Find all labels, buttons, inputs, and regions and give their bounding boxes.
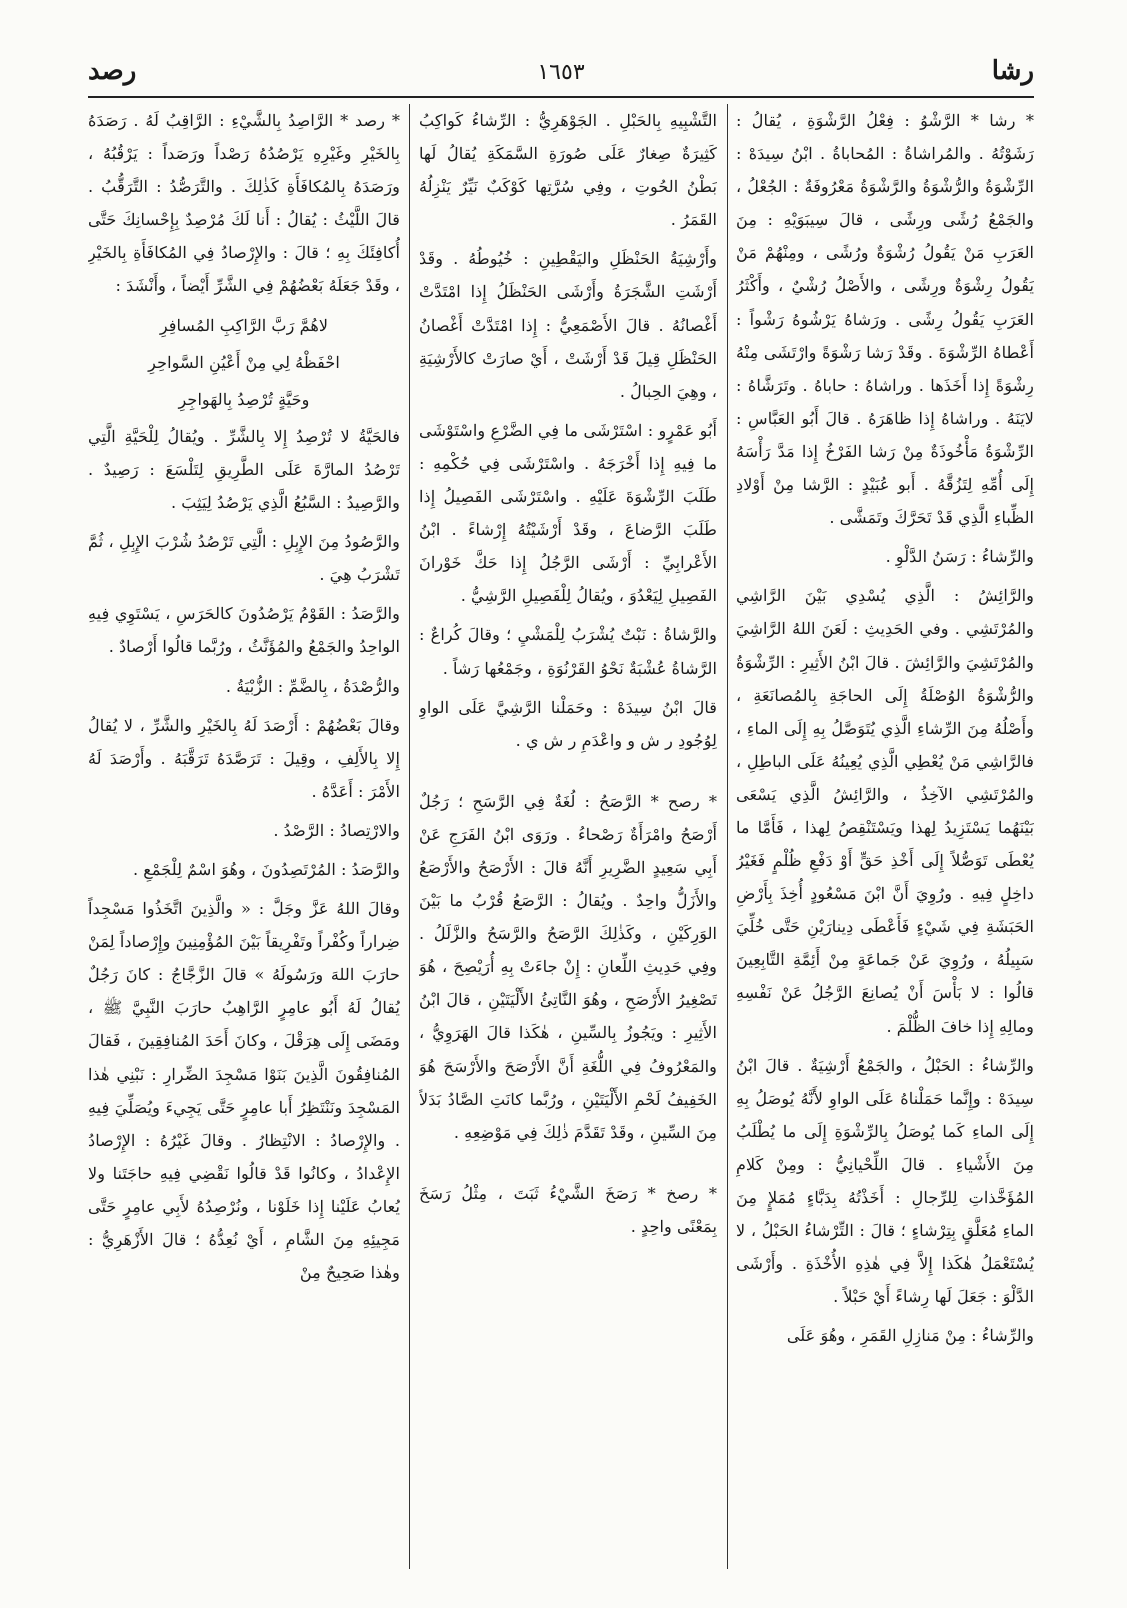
right-column — [736, 104, 1034, 1574]
paragraph: والرَّصَدُ : القَوْمُ يَرْصُدُونَ كالحَرَسِ ، يَسْتَوِي فِيهِ الواحِدُ والجَمْعُ والمُؤَنَّثُ ، ورُبَّما قالُوا أَرْصادٌ . — [88, 604, 400, 657]
verse-line: احْفَظْهُ لِي مِنْ أَعْيُنِ السَّواحِرِ — [148, 352, 340, 372]
middle-column — [419, 104, 717, 1574]
entry-gap — [419, 763, 717, 785]
paragraph: والرِّشاءُ : مِنْ مَنازِلِ القَمَرِ ، وهُوَ عَلَى — [786, 1326, 1034, 1346]
paragraph: وقالَ بَعْضُهُمْ : أَرْصَدَ لَهُ بِالخَيْرِ والشَّرِّ ، لا يُقالُ إِلا بِالأَلِفِ ، وقِيلَ : تَرَصَّدَهُ تَرَقَّبَهُ . وأَرْصَدَ لَهُ الأَمْرَ : أَعَدَّهُ . — [88, 715, 400, 801]
paragraph: والرِّشاءُ : الحَبْلُ ، والجَمْعُ أَرْشِيَةٌ . قالَ ابْنُ سِيدَهْ : وإِنَّما حَمَلْناهُ عَلَى الواوِ لأَنَّهُ يُوصَلُ بِهِ إِلَى الماءِ كَما يُوصَلُ بِالرِّشْوَةِ إِلَى ما يُطْلَبُ مِنَ الأَشْياءِ . قالَ اللِّحْيانِيُّ : ومِنْ كَلامِ المُؤَخَّذاتِ لِلرِّجالِ : أَخَذْتُهُ بِدَبَّاءٍ مُمَلإٍ مِنَ الماءِ مُعَلَّقٍ بِتِرْشاءٍ ؛ قالَ : التِّرْشاءُ الحَبْلُ ، لا يُسْتَعْمَلُ هٰكَذا إِلاَّ فِي هٰذِهِ الأُخْذَةِ . وأَرْشَى الدَّلْوَ : جَعَلَ لَها رِشاءً أَيْ حَبْلاً . — [736, 1055, 1034, 1307]
paragraph: والرَّصَدُ : المُرْتَصِدُونَ ، وهُوَ اسْمٌ لِلْجَمْعِ . — [133, 859, 400, 879]
entry-rasah: * رصح * الرَّصَحُ : لُغَةٌ فِي الرَّسَحِ ؛ رَجُلٌ أَرْصَحُ وامْرَأَةٌ رَصْحاءُ . ورَوَى ابْنُ الفَرَجِ عَنْ أَبِي سَعِيدٍ الضَّرِيرِ أَنَّهُ قالَ : الأَرْصَحُ والأَرْصَعُ والأَزَلُّ واحِدٌ . ويُقالُ : الرَّصَعُ قُرْبُ ما بَيْنَ الوَرِكَيْنِ ، وكَذٰلِكَ الرَّصَحُ والرَّسَحُ والزَّلَلُ . وفِي حَدِيثِ اللِّعانِ : إِنْ جاءَتْ بِهِ أُرَيْصِحَ ، هُوَ تَصْغِيرُ الأَرْصَحِ ، وهُوَ النَّاتِئُ الأَلْيَتَيْنِ ، قالَ ابْنُ الأَثِيرِ : ويَجُوزُ بِالسِّينِ ، هٰكَذا قالَ الهَرَوِيُّ ، والمَعْرُوفُ فِي اللُّغَةِ أَنَّ الأَرْصَحَ والأَرْسَحَ هُوَ الخَفِيفُ لَحْمِ الأَلْيَتَيْنِ ، ورُبَّما كانَتِ الصَّادُ بَدَلاً مِنَ السِّينِ ، وقَدْ تَقَدَّمَ ذٰلِكَ فِي مَوْضِعِهِ . — [419, 791, 717, 1142]
paragraph: والرِّشاءُ : رَسَنُ الدَّلْوِ . — [885, 547, 1034, 567]
paragraph: قالَ ابْنُ سِيدَهْ : وحَمَلْنا الرَّشِيَّ عَلَى الواوِ لِوُجُودِ ر ش و واعْدَمِ ر ش ي . — [419, 697, 717, 750]
paragraph: وقالَ اللهُ عَزَّ وجَلَّ : « والَّذِينَ اتَّخَذُوا مَسْجِداً ضِراراً وكُفْراً وتَفْرِيقاً بَيْنَ المُؤْمِنِينَ وإِرْصاداً لِمَنْ حارَبَ اللهَ ورَسُولَهُ » قالَ الزَّجَّاجُ : كانَ رَجُلٌ يُقالُ لَهُ أَبُو عامِرٍ الرَّاهِبُ حارَبَ النَّبِيَّ ﷺ ، ومَضَى إِلَى هِرَقْلَ ، وكانَ أَحَدَ المُنافِقِينَ ، فَقالَ المُنافِقُونَ الَّذِينَ بَنَوْا مَسْجِدَ الضِّرارِ : نَبْنِي هٰذا المَسْجِدَ ونَنْتَظِرُ أَبا عامِرٍ حَتَّى يَجِيءَ ويُصَلِّيَ فِيهِ . والإِرْصادُ : الانْتِظارُ . وقالَ غَيْرُهُ : الإِرْصادُ الإِعْدادُ ، وكانُوا قَدْ قالُوا نَقْضِي فِيهِ حاجَتَنا ولا يُعابُ عَلَيْنا إِذا خَلَوْنا ، ونُرْصِدُهُ لأَبِي عامِرٍ حَتَّى مَجِيئِهِ مِنَ الشَّامِ ، أَيْ نُعِدُّهُ ؛ قالَ الأَزْهَرِيُّ : وهٰذا صَحِيحٌ مِنْ — [88, 899, 400, 1283]
header-left-word: رصد — [88, 56, 137, 86]
entry-rasad: * رصد * الرَّاصِدُ بِالشَّيْءِ : الرَّاقِبُ لَهُ . رَصَدَهُ بِالخَيْرِ وغَيْرِهِ يَرْصُدُهُ رَصْداً ورَصَداً : يَرْقُبُهُ ، ورَصَدَهُ بِالمُكافَأَةِ كَذٰلِكَ . والتَّرَصُّدُ : التَّرَقُّبُ . قالَ اللَّيْثُ : يُقالُ : أَنا لَكَ مُرْصِدٌ بِإِحْسانِكَ حَتَّى أُكافِئَكَ بِهِ ؛ قالَ : والإِرْصادُ فِي المُكافَأَةِ بِالخَيْرِ ، وقَدْ جَعَلَهُ بَعْضُهُمْ فِي الشَّرِّ أَيْضاً ، وأَنْشَدَ : — [88, 111, 400, 296]
paragraph: وأَرْشِيَةُ الحَنْظَلِ واليَقْطِينِ : خُيُوطُهُ . وقَدْ أَرْشَتِ الشَّجَرَةُ وأَرْشَى الحَنْظَلُ إِذا امْتَدَّتْ أَغْصانُهُ . قالَ الأَصْمَعِيُّ : إِذا امْتَدَّتْ أَغْصانُ الحَنْظَلِ قِيلَ قَدْ أَرْشَتْ ، أَيْ صارَتْ كالأَرْشِيَةِ ، وهِيَ الحِبالُ . — [419, 249, 717, 401]
paragraph: التَّشْبِيهِ بِالحَبْلِ . الجَوْهَرِيُّ : الرِّشاءُ كَواكِبُ كَثِيرَةٌ صِغارٌ عَلَى صُورَةِ السَّمَكَةِ يُقالُ لَها بَطْنُ الحُوتِ ، وفِي سُرَّتِها كَوْكَبٌ نَيِّرٌ يَنْزِلُهُ القَمَرُ . — [419, 111, 717, 230]
entry-gap — [419, 1155, 717, 1177]
entry-rasakh: * رصخ * رَصَخَ الشَّيْءُ ثَبَتَ ، مِثْلُ رَسَخَ بِمَعْنًى واحِدٍ . — [419, 1183, 717, 1236]
verse-line: وحَيَّةٍ تُرْصِدُ بِالهَواجِرِ — [178, 389, 310, 409]
paragraph: * رشا * الرَّشْوُ : فِعْلُ الرَّشْوَةِ ، يُقالُ : رَشَوْتُهُ . والمُراشاةُ : المُحاباةُ . ابْنُ سِيدَهْ : الرِّشْوَةُ والرُّشْوَةُ والرَّشْوَةُ مَعْرُوفَةٌ : الجُعْلُ ، والجَمْعُ رُشًى ورِشًى ، قالَ سِيبَوَيْهِ : مِنَ العَرَبِ مَنْ يَقُولُ رُشْوَةٌ ورُشًى ، ومِنْهُمْ مَنْ يَقُولُ رِشْوَةٌ ورِشًى ، والأَصْلُ رُشْيٌ ، وأَكْثَرُ العَرَبِ يَقُولُ رِشًى . ورَشاهُ يَرْشُوهُ رَشْواً : أَعْطاهُ الرِّشْوَةَ . وقَدْ رَشا رَشْوَةً وارْتَشَى مِنْهُ رِشْوَةً إِذا أَخَذَها . وراشاهُ : حاباهُ . وتَرَشَّاهُ : لايَنَهُ . وراشاهُ إِذا ظاهَرَهُ . قالَ أَبُو العَبَّاسِ : الرِّشْوَةُ مَأْخُوذَةٌ مِنْ رَشا الفَرْخُ إِذا مَدَّ رَأْسَهُ إِلَى أُمِّهِ لِتَزُقَّهُ . أَبو عُبَيْدٍ : الرَّشا مِنْ أَوْلادِ الظِّباءِ الَّذِي قَدْ تَحَرَّكَ وتَمَشَّى . — [736, 111, 1034, 528]
column-divider — [409, 104, 410, 1569]
paragraph: والرَّائِشُ : الَّذِي يُسْدِي بَيْنَ الرَّاشِي والمُرْتَشِي . وفي الحَدِيثِ : لَعَنَ اللهُ الرَّاشِيَ والمُرْتَشِيَ والرَّائِشَ . قالَ ابْنُ الأَثِيرِ : الرِّشْوَةُ والرُّشْوَةُ الوُصْلَةُ إِلَى الحاجَةِ بِالمُصانَعَةِ ، وأَصْلُهُ مِنَ الرِّشاءِ الَّذِي يُتَوَصَّلُ بِهِ إِلَى الماءِ ، فالرَّاشِي مَنْ يُعْطِي الَّذِي يُعِينُهُ عَلَى الباطِلِ ، والمُرْتَشِي الآخِذُ ، والرَّائِشُ الَّذِي يَسْعَى بَيْنَهُما يَسْتَزِيدُ لِهذا ويَسْتَنْقِصُ لِهذا ، فَأَمَّا ما يُعْطَى تَوَصُّلاً إِلَى أَخْذِ حَقٍّ أَوْ دَفْعِ ظُلْمٍ فَغَيْرُ داخِلٍ فِيهِ . ورُوِيَ أَنَّ ابْنَ مَسْعُودٍ أُخِذَ بِأَرْضِ الحَبَشَةِ فِي شَيْءٍ فَأَعْطَى دِينارَيْنِ حَتَّى خُلِّيَ سَبِيلُهُ ، ورُوِيَ عَنْ جَماعَةٍ مِنْ أَئِمَّةِ التَّابِعِينَ قالُوا : لا بَأْسَ أَنْ يُصانِعَ الرَّجُلُ عَنْ نَفْسِهِ ومالِهِ إِذا خافَ الظُّلْمَ . — [736, 586, 1034, 1036]
paragraph: فالحَيَّةُ لا تُرْصِدُ إِلا بِالشَّرِّ . ويُقالُ لِلْحَيَّةِ الَّتِي تَرْصُدُ المارَّةَ عَلَى الطَّرِيقِ لِتَلْسَعَ : رَصِيدٌ . والرَّصِيدُ : السَّبُعُ الَّذِي يَرْصُدُ لِيَثِبَ . — [88, 426, 400, 513]
left-column — [88, 104, 400, 1574]
header-right-word: رشا — [991, 56, 1034, 86]
verse-line: لاهُمَّ رَبَّ الرَّاكِبِ المُسافِرِ — [159, 315, 329, 335]
paragraph: أَبُو عَمْرٍو : اسْتَرْشَى ما فِي الضَّرْعِ واسْتَوْشَى ما فِيهِ إِذا أَخْرَجَهُ . واسْتَرْشَى فِي حُكْمِهِ : طَلَبَ الرِّشْوَةَ عَلَيْهِ . واسْتَرْشَى الفَصِيلُ إِذا طَلَبَ الرَّضاعَ ، وقَدْ أَرْشَيْتُهُ إِرْشاءً . ابْنُ الأَعْرابِيِّ : أَرْشَى الرَّجُلُ إِذا حَكَّ خَوْرانَ الفَصِيلِ لِيَعْدُوَ ، ويُقالُ لِلْفَصِيلِ الرَّشِيُّ . — [419, 420, 717, 606]
column-divider — [727, 104, 728, 1569]
paragraph: والارْتِصادُ : الرَّصْدُ . — [273, 820, 400, 840]
paragraph: والرُّصْدَةُ ، بِالضَّمِّ : الزُّبْيَةُ . — [225, 676, 400, 696]
page-number: ١٦٥٣ — [537, 60, 585, 85]
paragraph: والرَّشاةُ : نَبْتٌ يُشْرَبُ لِلْمَشْيِ ؛ وقالَ كُراعٌ : الرَّشاةُ عُشْبَةٌ نَحْوُ القَرْنُوَةِ ، وجَمْعُها رَشاً . — [419, 625, 717, 678]
page-header — [88, 52, 1034, 98]
paragraph: والرَّصُودُ مِنَ الإِبِلِ : الَّتِي تَرْصُدُ شُرْبَ الإِبِلِ ، ثُمَّ تَشْرَبُ هِيَ . — [88, 532, 400, 585]
